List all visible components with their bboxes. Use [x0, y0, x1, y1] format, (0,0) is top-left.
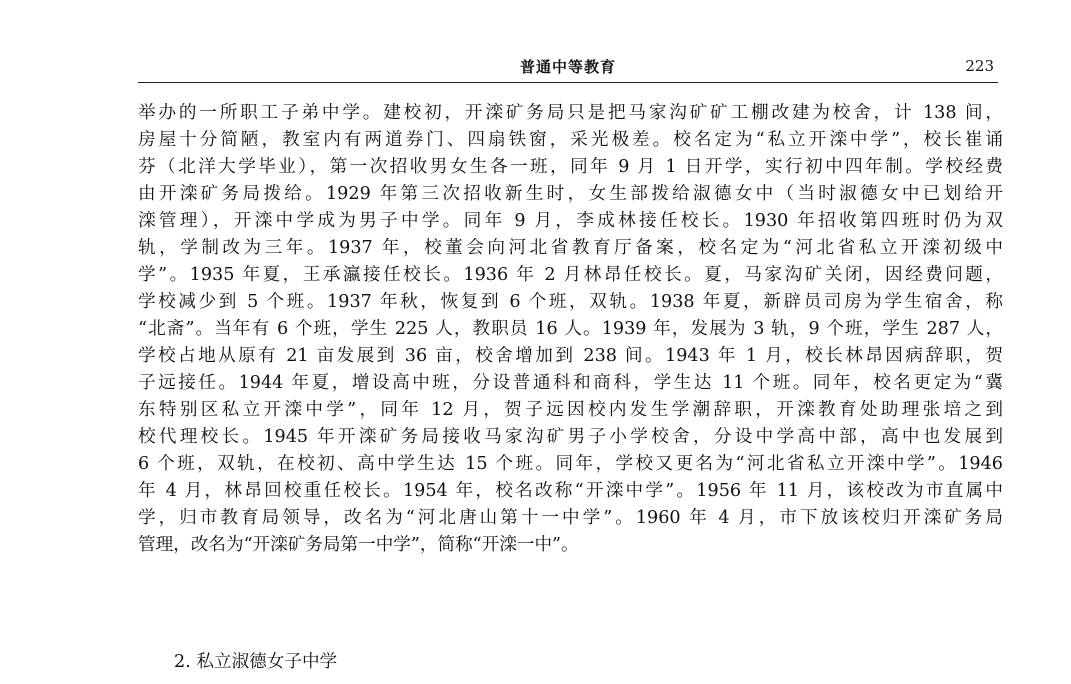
page-number: 223: [965, 57, 994, 75]
text-line: 由开滦矿务局拨给。1929 年第三次招收新生时，女生部拨给淑德女中（当时淑德女中已划给开: [138, 184, 1003, 204]
running-header: [138, 56, 998, 80]
section-heading: 2. 私立淑德女子中学: [174, 652, 338, 672]
body-text: [138, 100, 1003, 559]
text-line: 东特别区私立开滦中学”，同年 12 月，贺子远因校内发生学潮辞职，开滦教育处助理张培之到: [138, 400, 1003, 420]
text-line: 学校占地从原有 21 亩发展到 36 亩，校舍增加到 238 间。1943 年 1 月，校长林昂因病辞职，贺: [138, 346, 1003, 366]
text-line: 芬（北洋大学毕业），第一次招收男女生各一班，同年 9 月 1 日开学，实行初中四年制。学校经费: [138, 157, 1003, 177]
text-line: 校代理校长。1945 年开滦矿务局接收马家沟矿男子小学校舍，分设中学高中部，高中也发展到: [138, 427, 1003, 447]
text-line: 举办的一所职工子弟中学。建校初，开滦矿务局只是把马家沟矿矿工棚改建为校舍，计 138 间，: [138, 103, 1003, 123]
text-line: “北斋”。当年有 6 个班，学生 225 人，教职员 16 人。1939 年，发展为 3 轨，9 个班，学生 287 人，: [138, 319, 1003, 339]
text-line: 轨，学制改为三年。1937 年，校董会向河北省教育厅备案，校名定为“河北省私立开滦初级中: [138, 238, 1003, 258]
text-line: 管理，改名为“开滦矿务局第一中学”，简称“开滦一中”。: [138, 535, 579, 555]
text-line: 学校减少到 5 个班。1937 年秋，恢复到 6 个班，双轨。1938 年夏，新辟员司房为学生宿舍，称: [138, 292, 1003, 312]
text-line: 房屋十分简陋，教室内有两道券门、四扇铁窗，采光极差。校名定为“私立开滦中学”，校长崔诵: [138, 130, 1003, 150]
header-rule: [138, 82, 998, 83]
text-line: 子远接任。1944 年夏，增设高中班，分设普通科和商科，学生达 11 个班。同年，校名更定为“冀: [138, 373, 1003, 393]
text-line: 学”。1935 年夏，王承瀛接任校长。1936 年 2 月林昂任校长。夏，马家沟矿关闭，因经费问题，: [138, 265, 1003, 285]
text-line: 滦管理），开滦中学成为男子中学。同年 9 月，李成林接任校长。1930 年招收第四班时仍为双: [138, 211, 1003, 231]
text-line: 学，归市教育局领导，改名为“河北唐山第十一中学”。1960 年 4 月，市下放该校归开滦矿务局: [138, 508, 1003, 528]
text-line: 6 个班，双轨，在校初、高中学生达 15 个班。同年，学校又更名为“河北省私立开滦中学”。1946: [138, 454, 1003, 474]
running-title: 普通中等教育: [519, 58, 616, 76]
text-line: 年 4 月，林昂回校重任校长。1954 年，校名改称“开滦中学”。1956 年 11 月，该校改为市直属中: [138, 481, 1003, 501]
